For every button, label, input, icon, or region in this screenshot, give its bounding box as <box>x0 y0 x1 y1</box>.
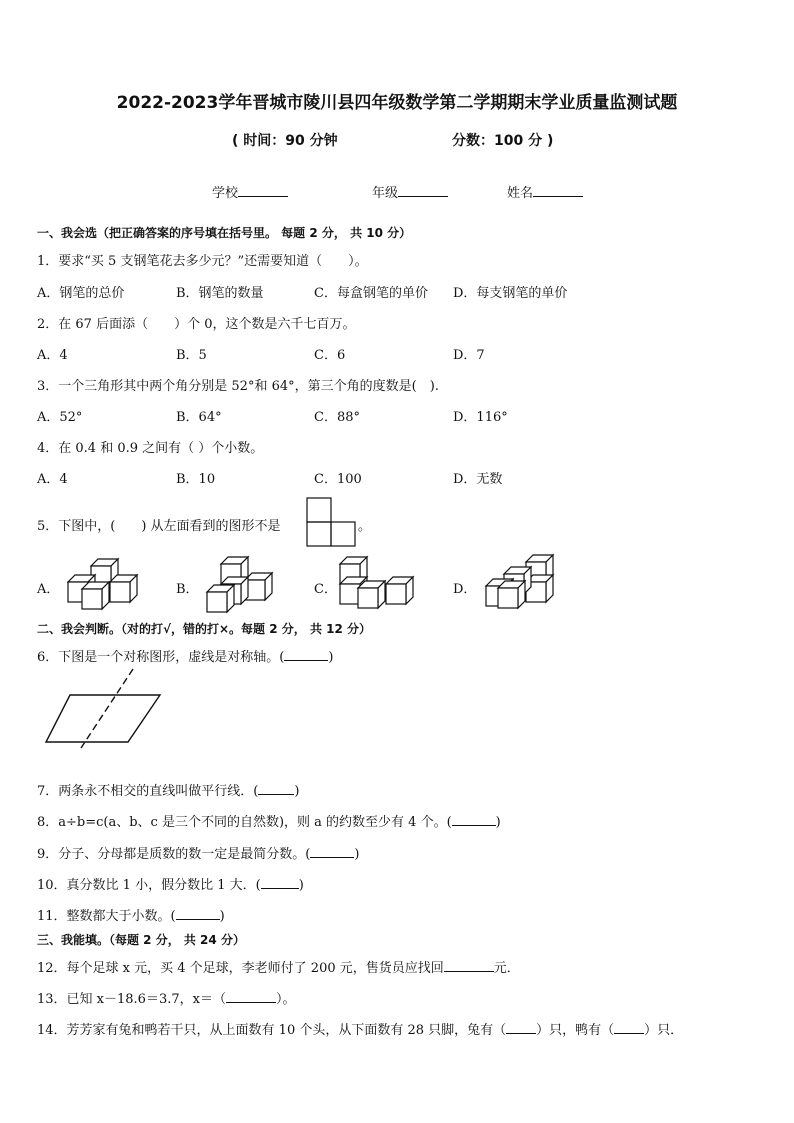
question-10 <box>37 874 304 893</box>
q4-option-d[interactable]: D．无数 <box>453 472 503 487</box>
q6-text: 6．下图是一个对称图形，虚线是对称轴。( <box>37 650 285 665</box>
q1-option-d[interactable]: D．每支钢笔的单价 <box>453 286 568 301</box>
grade-blank[interactable] <box>398 184 448 197</box>
q3-option-c[interactable]: C．88° <box>314 410 360 425</box>
q4-option-a[interactable]: A．4 <box>37 472 68 487</box>
question-11 <box>37 905 225 924</box>
exam-score: 分数：100 分 ) <box>452 133 554 149</box>
name-blank[interactable] <box>533 184 583 197</box>
q7-close: ) <box>294 784 300 799</box>
section-2-heading: 二、我会判断。（对的打√，错的打×。每题 2 分， 共 12 分） <box>37 622 371 636</box>
question-8 <box>37 811 501 830</box>
q3-option-d[interactable]: D．116° <box>453 410 508 425</box>
q13-text: 13．已知 x－18.6＝3.7，x＝（ <box>37 992 226 1007</box>
q13-close: ）。 <box>275 992 296 1007</box>
q2-option-c[interactable]: C．6 <box>314 348 346 363</box>
q14-text-b: ）只，鸭有（ <box>536 1023 615 1038</box>
q10-answer-blank[interactable] <box>261 876 299 889</box>
name-label: 姓名 <box>507 186 534 201</box>
q1-option-a[interactable]: A．钢笔的总价 <box>37 286 125 301</box>
q2-option-b[interactable]: B．5 <box>176 348 207 363</box>
q5-option-c[interactable]: C． <box>314 582 337 597</box>
q1-option-b[interactable]: B．钢笔的数量 <box>176 286 264 301</box>
question-14 <box>37 1019 683 1038</box>
q2-option-a[interactable]: A．4 <box>37 348 68 363</box>
q5-option-b[interactable]: B． <box>176 582 199 597</box>
q3-option-a[interactable]: A．52° <box>37 410 83 425</box>
question-5: 5．下图中，( ) 从左面看到的图形不是 <box>37 519 281 534</box>
cube-figure-c <box>338 556 413 612</box>
school-blank[interactable] <box>238 184 288 197</box>
q3-option-b[interactable]: B．64° <box>176 410 222 425</box>
q10-close: ) <box>298 878 304 893</box>
section-1-heading: 一、我会选（把正确答案的序号填在括号里。 每题 2 分， 共 10 分） <box>37 226 412 240</box>
school-field <box>212 182 288 201</box>
page-title: 2022-2023学年晋城市陵川县四年级数学第二学期期末学业质量监测试题 <box>116 93 678 113</box>
question-1: 1．要求“买 5 支钢笔花去多少元？”还需要知道（ ）。 <box>37 254 368 269</box>
q6-close: ) <box>328 650 334 665</box>
left-view-figure <box>306 497 356 547</box>
q14-rabbit-blank[interactable] <box>506 1021 536 1034</box>
q5-option-d[interactable]: D． <box>453 582 477 597</box>
q5-option-a[interactable]: A． <box>37 582 60 597</box>
grade-label: 年级 <box>372 186 399 201</box>
q7-answer-blank[interactable] <box>258 782 294 795</box>
q4-option-b[interactable]: B．10 <box>176 472 216 487</box>
cube-figure-d <box>482 552 557 612</box>
q14-duck-blank[interactable] <box>614 1021 644 1034</box>
question-6 <box>37 646 333 665</box>
grade-field <box>372 182 448 201</box>
q10-text: 10．真分数比 1 小，假分数比 1 大．( <box>37 878 261 893</box>
q14-text-a: 14．芳芳家有兔和鸭若干只，从上面数有 10 个头，从下面数有 28 只脚，兔有（ <box>37 1023 507 1038</box>
question-12 <box>37 957 520 976</box>
q2-option-d[interactable]: D．7 <box>453 348 485 363</box>
school-label: 学校 <box>212 186 239 201</box>
cube-figure-a <box>66 556 141 612</box>
q11-answer-blank[interactable] <box>176 907 220 920</box>
q8-answer-blank[interactable] <box>452 813 496 826</box>
question-3: 3．一个三角形其中两个角分别是 52°和 64°，第三个角的度数是( ). <box>37 379 439 394</box>
question-9 <box>37 843 359 862</box>
q1-option-c[interactable]: C．每盒钢笔的单价 <box>314 286 428 301</box>
question-13 <box>37 988 295 1007</box>
q12-answer-blank[interactable] <box>444 959 494 972</box>
q12-unit: 元． <box>493 961 520 976</box>
section-3-heading: 三、我能填。（每题 2 分， 共 24 分） <box>37 933 245 947</box>
q11-text: 11．整数都大于小数。( <box>37 909 176 924</box>
question-4: 4．在 0.4 和 0.9 之间有（ ）个小数。 <box>37 441 264 456</box>
q6-answer-blank[interactable] <box>284 648 328 661</box>
q13-answer-blank[interactable] <box>226 990 276 1003</box>
q8-text: 8．a÷b=c(a、b、c 是三个不同的自然数)，则 a 的约数至少有 4 个。( <box>37 815 452 830</box>
question-2: 2．在 67 后面添（ ）个 0，这个数是六千七百万。 <box>37 317 356 332</box>
q9-answer-blank[interactable] <box>310 845 354 858</box>
exam-time: ( 时间：90 分钟 <box>232 133 338 149</box>
q11-close: ) <box>219 909 225 924</box>
question-7 <box>37 780 299 799</box>
q14-text-c: ）只． <box>644 1023 684 1038</box>
q12-text: 12．每个足球 x 元，买 4 个足球，李老师付了 200 元，售货员应找回 <box>37 961 444 976</box>
q9-text: 9．分子、分母都是质数的数一定是最简分数。( <box>37 847 311 862</box>
name-field <box>507 182 583 201</box>
q9-close: ) <box>354 847 360 862</box>
q4-option-c[interactable]: C．100 <box>314 472 362 487</box>
q5-period: 。 <box>358 519 372 534</box>
q8-close: ) <box>495 815 501 830</box>
parallelogram-figure <box>40 665 170 750</box>
cube-figure-b <box>203 556 278 612</box>
q7-text: 7．两条永不相交的直线叫做平行线．( <box>37 784 259 799</box>
